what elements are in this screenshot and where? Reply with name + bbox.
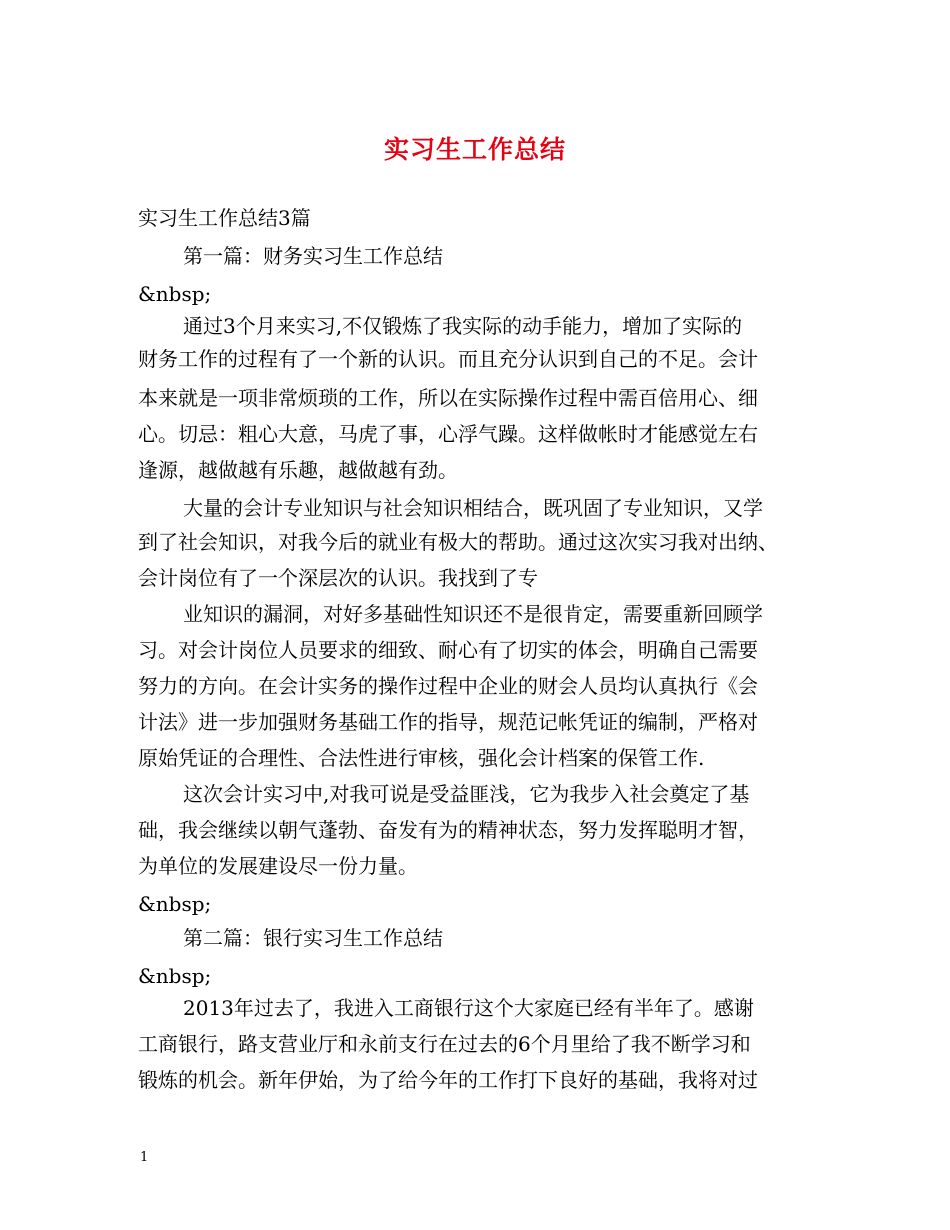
text-line: 实习生工作总结3篇: [138, 206, 311, 230]
text-line: 业知识的漏洞，对好多基础性知识还不是很肯定，需要重新回顾学: [183, 602, 763, 626]
text-line: 大量的会计专业知识与社会知识相结合，既巩固了专业知识，又学: [183, 496, 763, 520]
document-title: 实习生工作总结: [383, 135, 566, 164]
text-line: 锻炼的机会。新年伊始，为了给今年的工作打下良好的基础，我将对过: [138, 1068, 758, 1092]
text-line: 逢源，越做越有乐趣，越做越有劲。: [138, 458, 458, 482]
text-line: 工商银行，路支营业厅和永前支行在过去的6个月里给了我不断学习和: [138, 1032, 751, 1056]
text-line: 心。切忌：粗心大意，马虎了事，心浮气躁。这样做帐时才能感觉左右: [138, 422, 758, 446]
text-line: 2013年过去了，我进入工商银行这个大家庭已经有半年了。感谢: [183, 996, 754, 1020]
text-line: 础，我会继续以朝气蓬勃、奋发有为的精神状态，努力发挥聪明才智，: [138, 818, 758, 842]
text-line: &nbsp;: [138, 892, 212, 916]
text-line: 本来就是一项非常烦琐的工作，所以在实际操作过程中需百倍用心、细: [138, 386, 758, 410]
text-line: 为单位的发展建设尽一份力量。: [138, 854, 418, 878]
text-line: 这次会计实习中,对我可说是受益匪浅，它为我步入社会奠定了基: [183, 782, 750, 806]
text-line: 财务工作的过程有了一个新的认识。而且充分认识到自己的不足。会计: [138, 347, 758, 371]
text-line: 习。对会计岗位人员要求的细致、耐心有了切实的体会，明确自己需要: [138, 638, 758, 662]
page-number: 1: [140, 1150, 149, 1165]
text-line: 计法》进一步加强财务基础工作的指导，规范记帐凭证的编制，严格对: [138, 710, 758, 734]
text-line: 原始凭证的合理性、合法性进行审核，强化会计档案的保管工作.: [138, 746, 705, 770]
text-line: 通过3个月来实习,不仅锻炼了我实际的动手能力，增加了实际的: [183, 314, 743, 338]
text-line: 第二篇：银行实习生工作总结: [183, 926, 443, 950]
text-line: &nbsp;: [138, 964, 212, 988]
text-line: 努力的方向。在会计实务的操作过程中企业的财会人员均认真执行《会: [138, 674, 758, 698]
text-line: 会计岗位有了一个深层次的认识。我找到了专: [138, 566, 538, 590]
text-line: &nbsp;: [138, 282, 212, 306]
text-line: 到了社会知识，对我今后的就业有极大的帮助。通过这次实习我对出纳、: [138, 530, 778, 554]
text-line: 第一篇：财务实习生工作总结: [183, 244, 443, 268]
